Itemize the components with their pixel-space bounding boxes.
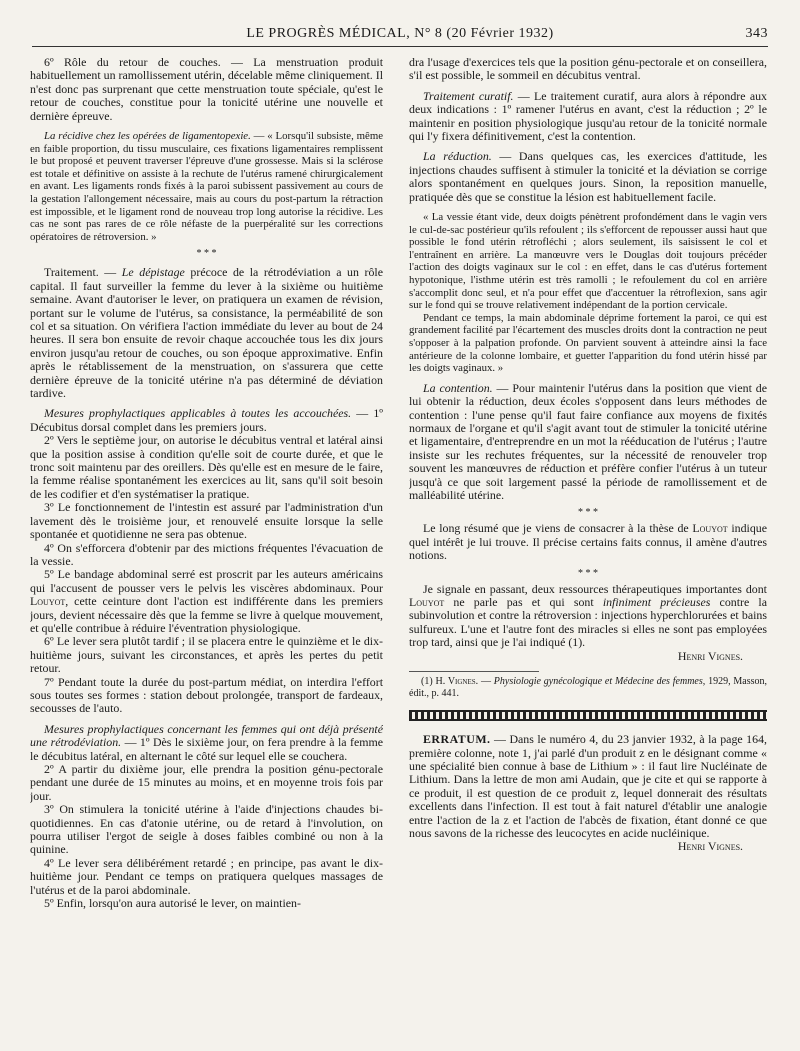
- paragraph-text: Je signale en passant, deux ressources thérapeutiques importantes dont: [423, 581, 767, 596]
- footnote-rule: [409, 671, 539, 672]
- paragraph: [409, 583, 767, 650]
- paragraph-text: — Le traitement curatif, aura alors à répondre aux deux indications : 1º ramener l'utérus en avant, c'est la réduction ; 2º le maintenir en position physiologique jusqu'au retour de la tonicité normale qui l'y fixera définitivement, c'est la contention.: [409, 88, 767, 144]
- section-separator: * * *: [578, 567, 598, 579]
- paragraph-text: ne parle pas et qui sont: [444, 595, 603, 610]
- author-name: Louyot: [30, 594, 66, 609]
- paragraph-text: — 1º Décubitus dorsal complet dans les premiers jours.: [30, 406, 383, 434]
- footnote-title: Physiologie gynécologique et Médecine des femmes,: [493, 676, 706, 688]
- signature: Henri Vignes.: [677, 839, 743, 854]
- footnote-text: 1929, Masson, édit., p. 441.: [409, 676, 767, 700]
- footnote: [409, 676, 767, 700]
- paragraph-text: indique quel intérêt je lui trouve. Il précise certains faits connus, il amène d'autres notions.: [409, 521, 767, 563]
- paragraph: [409, 150, 767, 204]
- paragraph-text: — Pour maintenir l'utérus dans la position que vient de lui obtenir la réduction, deux écoles s'opposent dans leurs méthodes de contention : l'une pense qu'il faut faire confiance aux moyens de fixités normaux de l'organe et qu'il s'agit avant tout de stimuler la tonicité utérine et ligamentaire, d'entreprendre en un mot la rééducation de l'utérus ; l'autre insiste sur les rechutes fréquentes, sur la nécessité de renouveler trop souvent les manœuvres de réduction et préfère confier l'utérus à un tuteur jusqu'à ce que soit largement passé la période de ramollissement et de malléabilité utérine.: [409, 380, 767, 503]
- author-name: Louyot: [692, 521, 728, 536]
- section-lead: La contention.: [423, 380, 493, 395]
- paragraph-text: — « Lorsqu'il subsiste, même en faible proportion, du tissu musculaire, ces fixations ligamentaires remplissent le but proposé et peuvent traverser l'épreuve d'une grossesse. Mais si la sclérose est totale et définitive on assiste à la rechute de l'utérus ramené chirurgicalement en avant. Les ligaments ronds fixés à la paroi subissent passivement au cours de la gestation l'allongement nécessaire, mais au cours du post-partum la rétraction est impossible, et le ligament rond de nouveau trop long autorise la récidive. Les cas ne sont pas rares de ce rôle néfaste de la puerpéralité sur les corrections opératoires de rétroversion. »: [30, 130, 383, 243]
- section-heading: Traitement.: [44, 265, 99, 280]
- section-separator: * * *: [196, 248, 217, 260]
- paragraph-text: contre la subinvolution et contre la rétroversion : injections hyperchlorurées et bains sulfureux. L'une et l'autre font des miracles si elles ne sont pas employées trop tard, ainsi que je l'ai indiqué (1).: [409, 595, 767, 650]
- paragraph: 6º Le lever sera plutôt tardif ; il se placera entre le quinzième et le dix-huitième jours, suivant les circonstances, et après les pertes du petit retour.: [30, 634, 383, 676]
- erratum-heading: ERRATUM.: [423, 732, 491, 747]
- paragraph-text: précoce de la rétrodéviation a un rôle capital. Il faut surveiller la femme du lever à la sixième ou huitième semaine. Avant d'autoriser le lever, on pratiquera un examen de révision, portant sur le volume de l'utérus, sa consistance, la perméabilité de son col et sa situation. On vérifiera l'action immédiate du lever au bout de 24 heures. Il sera bon ensuite de revoir chaque accouchée tous les dix jours environ jusqu'au retour de couches, ou son époque approximative. Enfin après le rétablissement de la menstruation, on s'assurera que cette dernière épreuve de la tonicité utérine n'a pas déterminé de déviation tardive.: [30, 265, 383, 401]
- erratum-paragraph: [409, 733, 767, 840]
- paragraph: [30, 266, 383, 400]
- paragraph: 4º On s'efforcera d'obtenir par des mictions fréquentes l'évacuation de la vessie.: [30, 540, 383, 568]
- paragraph: 3º Le fonctionnement de l'intestin est assuré par l'administration d'un lavement dès le troisième jour, et renouvelé ensuite lorsque la selle spontanée et quotidienne ne sera pas obtenue.: [30, 500, 383, 542]
- paragraph-text: , cette ceinture dont l'action est indifférente dans les premiers jours, devient nécessaire dès que la femme se livre à quelque mouvement, et qu'elle contribue à réduire l'éventration physiologique.: [30, 594, 383, 635]
- paragraph: [409, 382, 767, 503]
- quote-paragraph: [30, 130, 383, 243]
- author-name: Louyot: [409, 595, 445, 610]
- page-number: 343: [745, 26, 768, 41]
- quote-paragraph: « La vessie étant vide, deux doigts pénètrent profondément dans le vagin vers le cul-de-sac postérieur qu'ils refoulent ; ils s'efforcent de repousser aussi haut que possible le fond utérin rétrofléchi ; alors seulement, ils saisissent le col et l'entraînent en arrière. La manœuvre vers le Douglas doit toujours précéder l'action des doigts vaginaux sur le col : en effet, dans le cas d'utérus fortement hypotonique, l'isthme utérin est très ramolli ; le refoulement du col en arrière s'accomplit donc seul, et n'a pour effet que d'accentuer la rétroflexion, sans agir sur le fond qui se trouve relativement indépendant de la portion cervicale.: [409, 211, 767, 312]
- paragraph: 7º Pendant toute la durée du post-partum médiat, on interdira l'effort sous toutes ses formes : station debout prolongée, transport de fardeaux, secousses de l'auto.: [30, 674, 383, 716]
- footnote-author: (1) H. Vignes. —: [421, 676, 494, 688]
- paragraph-text: 5º Le bandage abdominal serré est proscrit par les auteurs américains qui l'accusent de pousser vers le pelvis les viscères abdominaux. Pour: [30, 567, 383, 595]
- paragraph: 3º On stimulera la tonicité utérine à l'aide d'injections chaudes bi-quotidiennes. En cas d'atonie utérine, ou de retard à l'involution, on pourra utiliser l'ergot de seigle à doses faibles combiné ou non à la quinine.: [30, 802, 383, 857]
- section-lead: La réduction.: [423, 149, 492, 164]
- running-header: [32, 24, 768, 47]
- paragraph: [409, 90, 767, 144]
- section-lead: Mesures prophylactiques concernant les femmes qui ont déjà présenté une rétrodéviation.: [30, 721, 383, 750]
- section-lead: La récidive chez les opérées de ligamentopexie.: [44, 130, 251, 143]
- paragraph: dra l'usage d'exercices tels que la position génu-pectorale et on conseillera, s'il est possible, le sommeil en décubitus ventral.: [409, 56, 767, 83]
- section-lead: Mesures prophylactiques applicables à toutes les accouchées.: [44, 406, 352, 421]
- paragraph-text: — Dans quelques cas, les exercices d'attitude, les injections chaudes suffisent à stimuler la tonicité et la déviation se corrige alors spontanément en quelques jours. Sinon, la reposition manuelle, pratiquée dès que se constitue la lésion est habituellement facile.: [409, 149, 767, 204]
- paragraph: [30, 407, 383, 434]
- paragraph: [30, 568, 383, 635]
- section-lead: Traitement curatif.: [423, 88, 514, 103]
- paragraph: 4º Le lever sera délibérément retardé ; en principe, pas avant le dix-huitième jour. Pendant ce temps on pratiquera quelques massages de l'utérus et de la paroi abdominale.: [30, 855, 383, 897]
- paragraph: 2º Vers le septième jour, on autorise le décubitus ventral et latéral ainsi que la position assise à condition qu'elle soit de courte durée, et que le tronc soit maintenu par des oreillers. Dès qu'elle est en mesure de le faire, la femme réalise spontanément les exercices au lit, sans qu'il soit besoin de les codifier et d'en systématiser la pratique.: [30, 433, 383, 501]
- quote-paragraph: Pendant ce temps, la main abdominale déprime fortement la paroi, ce qui est grandement facilité par l'écartement des muscles droits dont la contraction ne peut s'opposer à la palpation profonde. On parvient souvent à atteindre ainsi la face antérieure de la colonne lombaire, et guetter l'apparition du fond utérin hissé par les doigts vaginaux. »: [409, 311, 767, 375]
- emphasis: Le dépistage: [121, 265, 185, 280]
- emphasis: infiniment précieuses: [602, 595, 711, 610]
- paragraph: 6º Rôle du retour de couches. — La menstruation produit habituellement un ramollissement utérin, décelable même cliniquement. Il n'est donc pas surprenant que cette menstruation toute spéciale, qu'est le retour de couches, constitue pour la tonicité utérine une nouvelle et dernière épreuve.: [30, 56, 383, 123]
- paragraph-text: Le long résumé que je viens de consacrer à la thèse de: [423, 521, 693, 536]
- paragraph: [30, 723, 383, 763]
- left-column: [30, 56, 383, 1041]
- paragraph: 2º A partir du dixième jour, elle prendra la position génu-pectorale pendant une durée de 15 minutes au moins, et en moyenne trois fois par jour.: [30, 762, 383, 803]
- paragraph-text: — 1º Dès le sixième jour, on fera prendre à la femme le décubitus latéral, en alternant le côté sur lequel elle se couchera.: [30, 735, 383, 763]
- paragraph-text: — Dans le numéro 4, du 23 janvier 1932, à la page 164, première colonne, note 1, j'ai parlé d'un produit z en le désignant comme « une spécialité bien connue à base de Lithium » : il faut lire Nucléinate de Lithium. Dans la lettre de mon ami Audain, que je cite et qui se rapporte à ce produit, il est question de ce produit z, lequel donnerait des résultats excellents dans l'infection. Il est tout à fait naturel d'établir une analogie entre l'action de la z et l'action de l'abcès de fixation, étant donné ce que nous savons de la richesse des leucocytes en acide nucléinique.: [409, 732, 767, 840]
- signature: Henri Vignes.: [677, 648, 743, 663]
- paragraph: 5º Enfin, lorsqu'on aura autorisé le lever, on maintien-: [44, 896, 301, 911]
- dash: —: [98, 265, 122, 280]
- paragraph: [409, 522, 767, 562]
- journal-title: LE PROGRÈS MÉDICAL, N° 8 (20 Février 1932): [246, 26, 554, 41]
- decorative-band: [409, 710, 767, 721]
- right-column: [409, 56, 767, 1041]
- section-separator: * * *: [578, 507, 598, 519]
